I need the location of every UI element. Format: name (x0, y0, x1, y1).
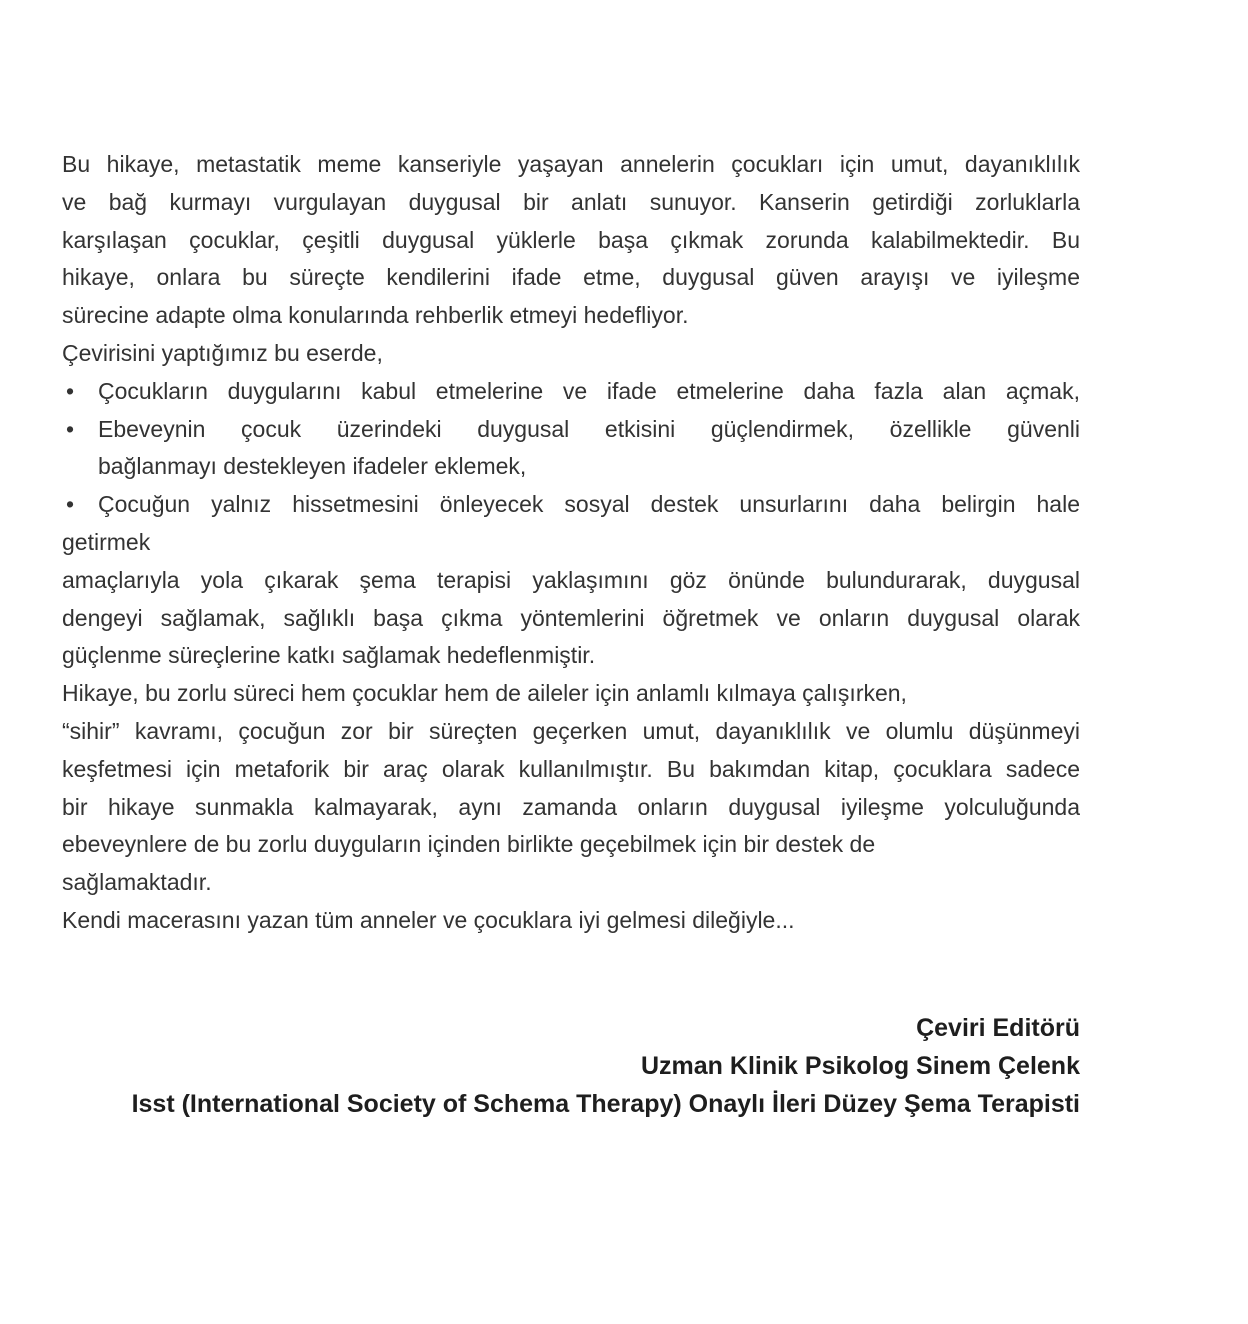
bullet-icon: • (66, 377, 75, 404)
body-line: keşfetmesi için metaforik bir araç olarak kullanılmıştır. Bu bakımdan kitap, çocuklara sadece (62, 755, 1080, 782)
bullet-icon: • (66, 491, 75, 518)
bullet-text: Ebeveynin çocuk üzerindeki duygusal etkisini güçlendirmek, özellikle güvenli (98, 415, 1080, 442)
bullet-item (62, 486, 1080, 524)
body-text (62, 146, 1080, 940)
body-line: Kendi macerasını yazan tüm anneler ve çocuklara iyi gelmesi dileğiyle... (62, 906, 795, 933)
body-line: dengeyi sağlamak, sağlıklı başa çıkma yöntemlerini öğretmek ve onların duygusal olarak (62, 604, 1080, 631)
signature-block (62, 1010, 1080, 1123)
body-line: sağlamaktadır. (62, 869, 212, 896)
bullet-item (62, 373, 1080, 411)
signature-line: Çeviri Editörü (916, 1014, 1080, 1042)
signature-line: Uzman Klinik Psikolog Sinem Çelenk (640, 1051, 1080, 1080)
body-line: ve bağ kurmayı vurgulayan duygusal bir anlatı sunuyor. Kanserin getirdiği zorluklarla (62, 188, 1080, 215)
body-line: getirmek (62, 528, 151, 555)
body-line: bir hikaye sunmakla kalmayarak, aynı zamanda onların duygusal iyileşme yolculuğunda (62, 793, 1080, 820)
body-line: Hikaye, bu zorlu süreci hem çocuklar hem de aileler için anlamlı kılmaya çalışırken, (62, 680, 907, 707)
body-line: Bu hikaye, metastatik meme kanseriyle yaşayan annelerin çocukları için umut, dayanıklılık (62, 151, 1080, 177)
body-line: karşılaşan çocuklar, çeşitli duygusal yüklerle başa çıkmak zorunda kalabilmektedir. Bu (62, 226, 1080, 253)
bullet-icon: • (66, 415, 75, 442)
body-line: bağlanmayı destekleyen ifadeler eklemek, (98, 453, 527, 480)
body-line: amaçlarıyla yola çıkarak şema terapisi yaklaşımını göz önünde bulundurarak, duygusal (62, 566, 1080, 593)
body-line: sürecine adapte olma konularında rehberlik etmeyi hedefliyor. (62, 302, 689, 329)
body-line: Çevirisini yaptığımız bu eserde, (62, 339, 383, 366)
signature-line: Isst (International Society of Schema Therapy) Onaylı İleri Düzey Şema Terapisti (131, 1089, 1080, 1118)
bullet-text: Çocuğun yalnız hissetmesini önleyecek sosyal destek unsurlarını daha belirgin hale (98, 491, 1080, 518)
body-line: güçlenme süreçlerine katkı sağlamak hedeflenmiştir. (62, 642, 596, 669)
body-line: ebeveynlere de bu zorlu duyguların içinden birlikte geçebilmek için bir destek de (62, 831, 876, 858)
bullet-text: Çocukların duygularını kabul etmelerine ve ifade etmelerine daha fazla alan açmak, (98, 377, 1080, 404)
body-line: hikaye, onlara bu süreçte kendilerini ifade etme, duygusal güven arayışı ve iyileşme (62, 264, 1080, 291)
bullet-item (62, 411, 1080, 449)
body-line: “sihir” kavramı, çocuğun zor bir süreçten geçerken umut, dayanıklılık ve olumlu düşünmeyi (62, 717, 1080, 744)
